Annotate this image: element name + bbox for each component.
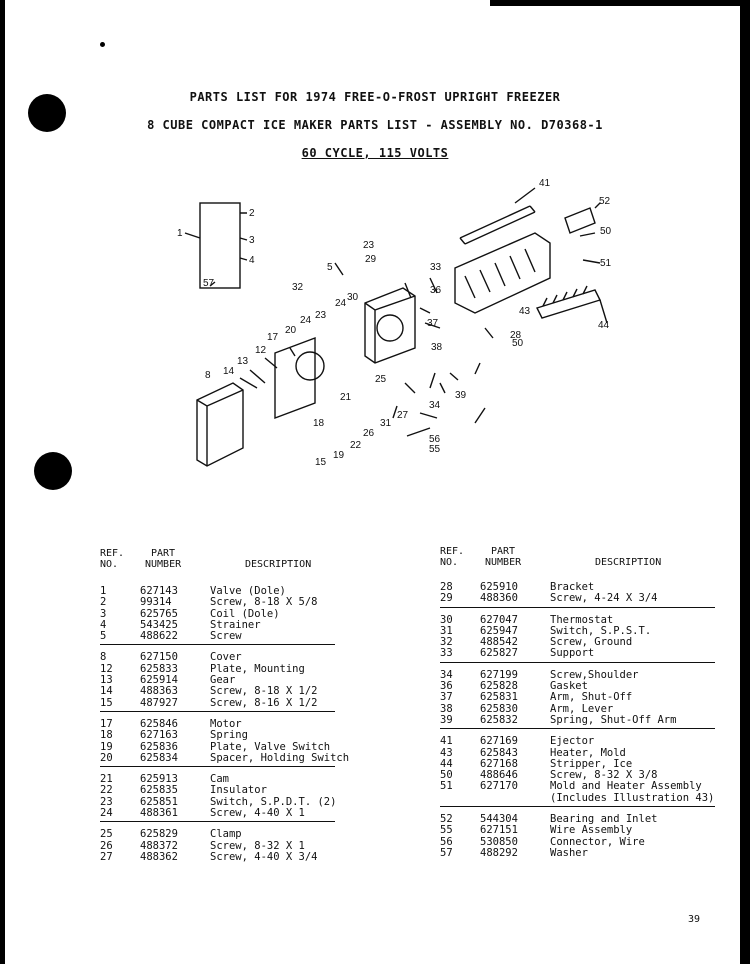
description: Insulator (210, 784, 267, 797)
description: Spring (210, 729, 248, 742)
description: Screw, 8-16 X 1/2 (210, 696, 318, 709)
ref-number: 57 (440, 846, 453, 859)
part-number: 625910 (480, 581, 518, 593)
table-row (100, 751, 350, 764)
mounting-plate-part (275, 338, 315, 418)
description: Washer (550, 846, 588, 859)
description: Gear (210, 674, 236, 687)
part-number: 488362 (140, 850, 178, 863)
table-row (100, 730, 335, 741)
part-number: 625830 (480, 702, 518, 715)
svg-text:31: 31 (380, 418, 392, 429)
ref-number: 34 (440, 668, 453, 681)
part-number: 625829 (140, 828, 178, 841)
description: Gasket (550, 680, 588, 693)
part-number: 627163 (140, 729, 178, 742)
part-number: 625947 (480, 624, 518, 637)
table-row (100, 808, 335, 819)
parts-group (440, 814, 715, 861)
description: Screw, 8-32 X 3/8 (550, 769, 658, 782)
svg-text:33: 33 (430, 262, 442, 273)
table-row (440, 793, 715, 804)
description: Screw, 8-18 X 5/8 (210, 596, 318, 609)
valve-inset-box (200, 203, 240, 288)
part-number: 627199 (480, 668, 518, 681)
ref-number: 24 (100, 807, 113, 820)
table-row (440, 736, 715, 747)
parts-group (100, 652, 335, 711)
description: Plate, Mounting (210, 662, 305, 675)
ref-number: 36 (440, 680, 453, 693)
svg-text:56: 56 (429, 434, 441, 445)
table-row (100, 829, 335, 840)
description: Switch, S.P.D.T. (2) (210, 795, 337, 808)
parts-group (100, 717, 350, 767)
part-number: 625832 (480, 713, 518, 726)
description: Clamp (210, 828, 242, 841)
svg-text:55: 55 (429, 444, 441, 455)
svg-text:18: 18 (313, 418, 325, 429)
description: Mold and Heater Assembly (550, 780, 702, 793)
left-ref-header: REF. NO. (100, 548, 125, 570)
part-number: 627151 (480, 824, 518, 837)
svg-text:38: 38 (431, 342, 443, 353)
part-number: 627047 (480, 613, 518, 626)
description: Switch, S.P.S.T. (550, 624, 652, 637)
svg-text:21: 21 (340, 392, 352, 403)
part-number: 627169 (480, 735, 518, 748)
svg-text:20: 20 (285, 325, 297, 336)
ref-number: 5 (100, 630, 107, 643)
ref-number: 14 (100, 685, 113, 698)
description: Connector, Wire (550, 835, 645, 848)
part-number: 625833 (140, 662, 178, 675)
ref-number: 55 (440, 824, 453, 837)
table-row (440, 692, 715, 703)
svg-text:13: 13 (237, 356, 249, 367)
part-number: 625827 (480, 647, 518, 660)
svg-text:37: 37 (427, 318, 439, 329)
cover-part (197, 383, 243, 466)
part-number: 625846 (140, 717, 178, 730)
description: Spring, Shut-Off Arm (550, 713, 677, 726)
description: Coil (Dole) (210, 607, 280, 620)
table-row (100, 698, 335, 709)
ref-number: 3 (100, 607, 107, 620)
description: Thermostat (550, 613, 614, 626)
ice-mold-part (455, 233, 550, 313)
description: Screw, Ground (550, 636, 633, 649)
svg-text:27: 27 (397, 410, 409, 421)
description: Motor (210, 717, 242, 730)
description: Valve (Dole) (210, 585, 286, 597)
table-row (440, 825, 715, 836)
ref-number: 51 (440, 780, 453, 793)
description: Strainer (210, 618, 261, 631)
part-number: 625836 (140, 740, 178, 753)
svg-text:32: 32 (292, 282, 304, 293)
svg-text:24: 24 (300, 315, 312, 326)
ref-number: 22 (100, 784, 113, 797)
part-number: 625913 (140, 773, 178, 786)
table-row (440, 715, 715, 726)
parts-group (100, 774, 335, 822)
description: Screw, 4-24 X 3/4 (550, 592, 658, 605)
part-number: 625914 (140, 674, 178, 687)
part-number: 488372 (140, 839, 178, 852)
part-number: 625835 (140, 784, 178, 797)
part-number: 488622 (140, 630, 178, 643)
svg-text:1: 1 (177, 228, 183, 239)
description: Heater, Mold (550, 746, 626, 759)
svg-text:50: 50 (512, 338, 524, 349)
table-row (100, 597, 335, 608)
part-number: 625834 (140, 751, 178, 764)
ref-number: 26 (100, 839, 113, 852)
right-parts-table (440, 582, 715, 868)
svg-text:26: 26 (363, 428, 375, 439)
ref-number: 56 (440, 835, 453, 848)
scan-border-right (740, 0, 750, 964)
ref-number: 15 (100, 696, 113, 709)
description: Arm, Shut-Off (550, 691, 633, 704)
part-number: 99314 (140, 596, 172, 609)
part-number: 488361 (140, 807, 178, 820)
svg-text:2: 2 (249, 208, 255, 219)
description: Ejector (550, 735, 595, 748)
description: Stripper, Ice (550, 757, 633, 770)
part-number: 544304 (480, 813, 518, 826)
svg-text:57: 57 (203, 278, 215, 289)
part-number: 488646 (480, 769, 518, 782)
svg-text:28: 28 (510, 330, 522, 341)
part-number: 627168 (480, 757, 518, 770)
stripper-part (537, 290, 600, 318)
part-number: 530850 (480, 835, 518, 848)
svg-text:24: 24 (335, 298, 347, 309)
binder-hole-bottom (34, 452, 72, 490)
description: Cover (210, 651, 242, 664)
part-number: 625828 (480, 680, 518, 693)
description: Bracket (550, 581, 595, 593)
part-number: 543425 (140, 618, 178, 631)
ref-number: 39 (440, 713, 453, 726)
part-number: 627170 (480, 780, 518, 793)
svg-text:23: 23 (363, 240, 375, 251)
table-row (100, 852, 335, 863)
description: Bearing and Inlet (550, 813, 658, 826)
table-row (100, 686, 335, 697)
title-line-1: PARTS LIST FOR 1974 FREE-O-FROST UPRIGHT FREEZER (189, 90, 561, 104)
parts-group (440, 615, 715, 663)
ref-number: 20 (100, 751, 113, 764)
description: Screw (210, 630, 242, 643)
svg-text:30: 30 (347, 292, 359, 303)
bearing-part (565, 208, 595, 233)
ref-number: 21 (100, 773, 113, 786)
ref-number: 19 (100, 740, 113, 753)
part-number: 625831 (480, 691, 518, 704)
description: Screw,Shoulder (550, 668, 639, 681)
ref-number: 41 (440, 735, 453, 748)
ref-number: 31 (440, 624, 453, 637)
part-number: 625851 (140, 795, 178, 808)
table-row (440, 593, 715, 604)
right-ref-header: REF. NO. (440, 546, 465, 568)
svg-text:19: 19 (333, 450, 345, 461)
description: Wire Assembly (550, 824, 633, 837)
svg-text:5: 5 (327, 262, 333, 273)
svg-text:22: 22 (350, 440, 362, 451)
part-number: 627150 (140, 651, 178, 664)
left-description-header: DESCRIPTION (245, 559, 312, 570)
ref-number: 32 (440, 636, 453, 649)
svg-text:17: 17 (267, 332, 279, 343)
svg-text:34: 34 (429, 400, 441, 411)
speck (100, 42, 105, 47)
svg-text:52: 52 (599, 196, 611, 207)
svg-text:3: 3 (249, 235, 255, 246)
ref-number: 23 (100, 795, 113, 808)
ref-number: 17 (100, 717, 113, 730)
scan-border-top (490, 0, 750, 6)
parts-group (100, 586, 335, 645)
parts-group (440, 582, 715, 608)
description: Plate, Valve Switch (210, 740, 331, 753)
ref-number: 29 (440, 592, 453, 605)
ref-number: 18 (100, 729, 113, 742)
left-parts-table (100, 585, 350, 872)
description: Spacer, Holding Switch (210, 751, 350, 764)
svg-text:43: 43 (519, 306, 531, 317)
svg-text:36: 36 (430, 285, 442, 296)
motor-part (296, 352, 324, 380)
ref-number: 50 (440, 769, 453, 782)
svg-text:23: 23 (315, 310, 327, 321)
ref-number: 38 (440, 702, 453, 715)
description: Cam (210, 773, 229, 786)
description: Screw, 8-18 X 1/2 (210, 685, 318, 698)
title-line-3: 60 CYCLE, 115 VOLTS (301, 146, 449, 160)
svg-text:51: 51 (600, 258, 612, 269)
description: Screw, 4-40 X 3/4 (210, 850, 318, 863)
svg-text:12: 12 (255, 345, 267, 356)
ref-number: 2 (100, 596, 107, 609)
table-row (440, 648, 715, 659)
description: Arm, Lever (550, 702, 614, 715)
part-number: 488292 (480, 846, 518, 859)
description: (Includes Illustration 43) (550, 791, 715, 804)
description: Support (550, 647, 595, 660)
right-part-header: PART NUMBER (485, 546, 522, 568)
svg-text:39: 39 (455, 390, 467, 401)
ref-number: 27 (100, 850, 113, 863)
svg-text:14: 14 (223, 366, 235, 377)
part-number: 487927 (140, 696, 178, 709)
ref-number: 25 (100, 828, 113, 841)
ref-number: 52 (440, 813, 453, 826)
ref-number: 1 (100, 585, 107, 597)
svg-text:15: 15 (315, 457, 327, 468)
title-line-2: 8 CUBE COMPACT ICE MAKER PARTS LIST - ASSEMBLY NO. D70368-1 (147, 118, 603, 132)
description: Screw, 4-40 X 1 (210, 807, 305, 820)
part-number: 625843 (480, 746, 518, 759)
table-row (440, 848, 715, 859)
parts-group (440, 736, 715, 807)
ref-number: 37 (440, 691, 453, 704)
left-part-header: PART NUMBER (145, 548, 182, 570)
ref-number: 30 (440, 613, 453, 626)
part-number: 625765 (140, 607, 178, 620)
ref-number: 4 (100, 618, 107, 631)
svg-text:41: 41 (539, 178, 551, 189)
svg-text:29: 29 (365, 254, 377, 265)
table-row (100, 631, 335, 642)
description: Screw, 8-32 X 1 (210, 839, 305, 852)
page-number: 39 (688, 914, 701, 925)
exploded-view-diagram (175, 178, 645, 478)
parts-group (100, 829, 335, 865)
svg-text:4: 4 (249, 255, 255, 266)
scan-border-left (0, 0, 5, 964)
ref-number: 12 (100, 662, 113, 675)
svg-text:8: 8 (205, 370, 211, 381)
svg-text:44: 44 (598, 320, 610, 331)
part-number: 627143 (140, 585, 178, 597)
part-number: 488363 (140, 685, 178, 698)
svg-text:50: 50 (600, 226, 612, 237)
ref-number: 13 (100, 674, 113, 687)
ref-number: 43 (440, 746, 453, 759)
right-description-header: DESCRIPTION (595, 557, 662, 568)
part-number: 488542 (480, 636, 518, 649)
ref-number: 8 (100, 651, 107, 664)
ref-number: 28 (440, 581, 453, 593)
svg-text:25: 25 (375, 374, 387, 385)
parts-group (440, 670, 715, 729)
part-number: 488360 (480, 592, 518, 605)
ref-number: 44 (440, 757, 453, 770)
ref-number: 33 (440, 647, 453, 660)
